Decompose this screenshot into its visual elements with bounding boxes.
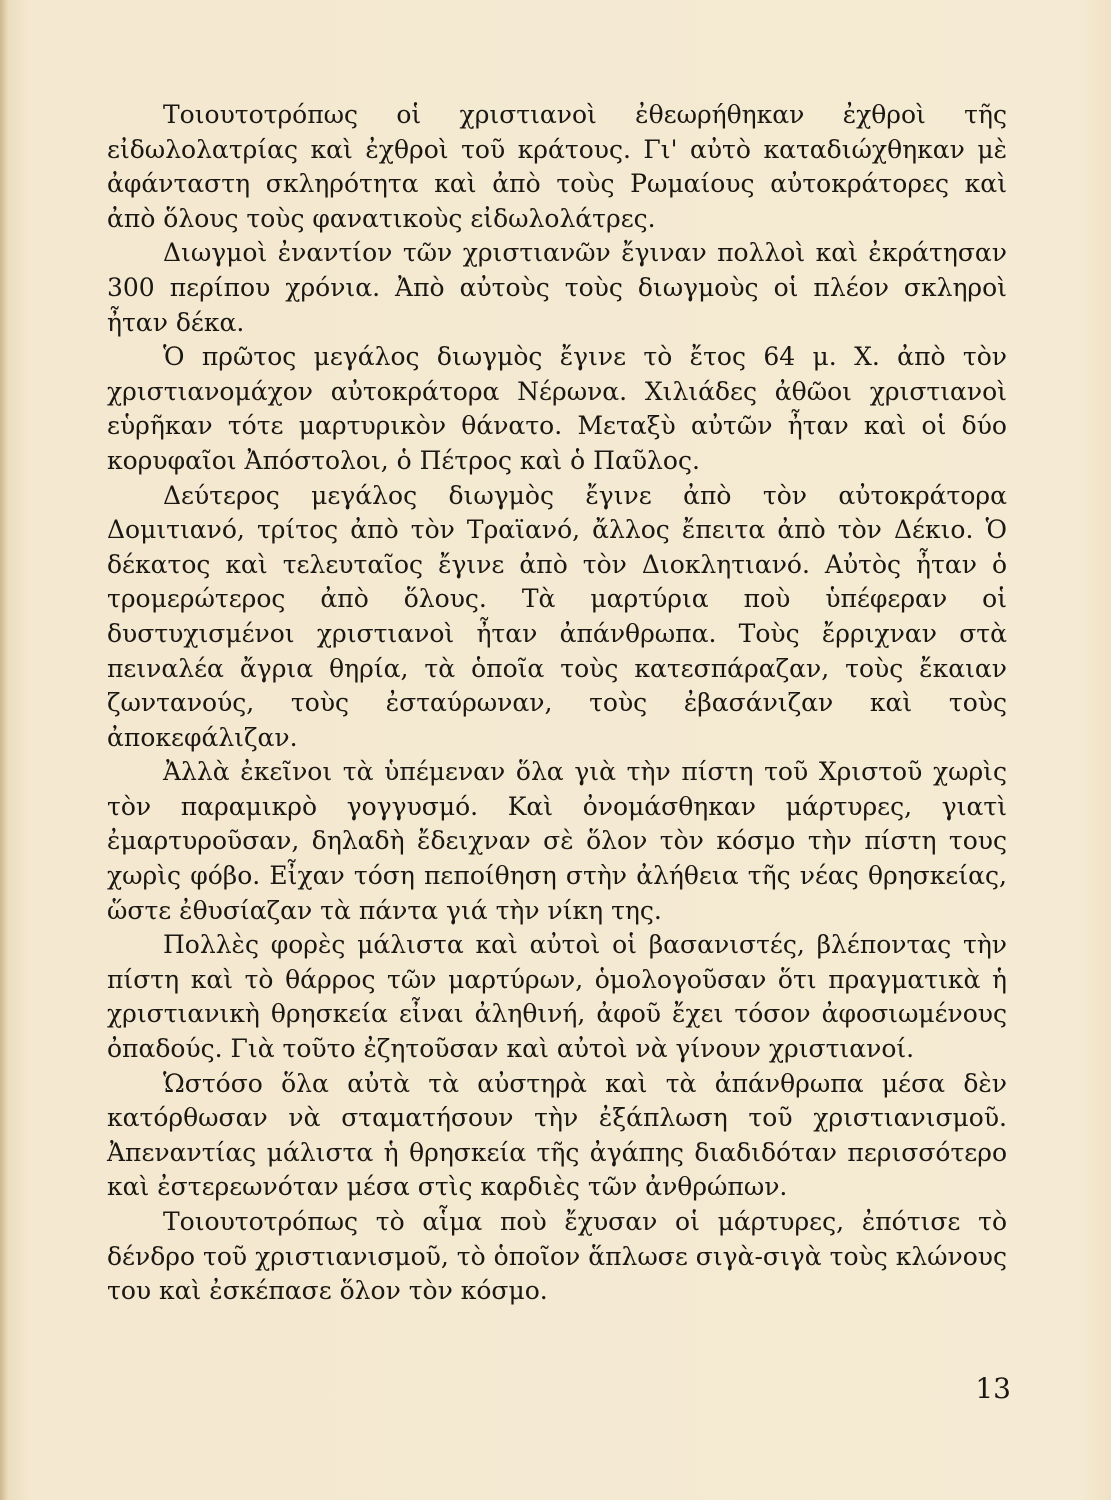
page-edge-shadow: [0, 0, 8, 1500]
paragraph: Διωγμοὶ ἐναντίον τῶν χριστιανῶν ἔγιναν πολλοὶ καὶ ἐκράτησαν 300 περίπου χρόνια. Ἀπὸ αὐτοὺς τοὺς διωγμοὺς οἱ πλέον σκληροὶ ἦταν δέκα.: [107, 238, 1007, 337]
paragraph: Ἀλλὰ ἐκεῖνοι τὰ ὑπέμεναν ὅλα γιὰ τὴν πίστη τοῦ Χριστοῦ χωρὶς τὸν παραμικρὸ γογγυσμό. Καὶ ὀνομάσθηκαν μάρτυρες, γιατὶ ἐμαρτυροῦσαν, δηλαδὴ ἔδειχναν σὲ ὅλον τὸν κόσμο τὴν πίστη τους χωρὶς φόβο. Εἶχαν τόση πεποίθηση στὴν ἀλήθεια τῆς νέας θρησκείας, ὥστε ἐθυσίαζαν τὰ πάντα γιά τὴν νίκη της.: [107, 757, 1007, 925]
paragraph: Τοιουτοτρόπως τὸ αἷμα ποὺ ἔχυσαν οἱ μάρτυρες, ἐπότισε τὸ δένδρο τοῦ χριστιανισμοῦ, τὸ ὁποῖον ἅπλωσε σιγὰ-σιγὰ τοὺς κλώνους του καὶ ἐσκέπασε ὅλον τὸν κόσμο.: [107, 1207, 1007, 1306]
page-number: 13: [975, 1372, 1011, 1405]
paragraph: Πολλὲς φορὲς μάλιστα καὶ αὐτοὶ οἱ βασανιστές, βλέποντας τὴν πίστη καὶ τὸ θάρρος τῶν μαρτύρων, ὁμολογοῦσαν ὅτι πραγματικὰ ἡ χριστιανικὴ θρησκεία εἶναι ἀληθινή, ἀφοῦ ἔχει τόσον ἀφοσιωμένους ὀπαδούς. Γιὰ τοῦτο ἐζητοῦσαν καὶ αὐτοὶ νὰ γίνουν χριστιανοί.: [107, 930, 1007, 1064]
paragraph: Δεύτερος μεγάλος διωγμὸς ἔγινε ἀπὸ τὸν αὐτοκράτορα Δομιτιανό, τρίτος ἀπὸ τὸν Τραϊανό, ἄλλος ἔπειτα ἀπὸ τὸν Δέκιο. Ὁ δέκατος καὶ τελευταῖος ἔγινε ἀπὸ τὸν Διοκλητιανό. Αὐτὸς ἦταν ὁ τρομερώτερος ἀπὸ ὅλους. Τὰ μαρτύρια ποὺ ὑπέφεραν οἱ δυστυχισμένοι χριστιανοὶ ἦταν ἀπάνθρωπα. Τοὺς ἔρριχναν στὰ πειναλέα ἄγρια θηρία, τὰ ὁποῖα τοὺς κατεσπάραζαν, τοὺς ἔκαιαν ζωντανούς, τοὺς ἐσταύρωναν, τοὺς ἐβασάνιζαν καὶ τοὺς ἀποκεφάλιζαν.: [107, 480, 1007, 752]
paragraph: Τοιουτοτρόπως οἱ χριστιανοὶ ἐθεωρήθηκαν ἐχθροὶ τῆς εἰδωλολατρίας καὶ ἐχθροὶ τοῦ κράτους. Γι' αὐτὸ καταδιώχθηκαν μὲ ἀφάνταστη σκληρότητα καὶ ἀπὸ τοὺς Ρωμαίους αὐτοκράτορες καὶ ἀπὸ ὅλους τοὺς φανατικοὺς εἰδωλολάτρες.: [107, 100, 1007, 233]
paragraph: Ὁ πρῶτος μεγάλος διωγμὸς ἔγινε τὸ ἔτος 64 μ. Χ. ἀπὸ τὸν χριστιανομάχον αὐτοκράτορα Νέρωνα. Χιλιάδες ἀθῶοι χριστιανοὶ εὑρῆκαν τότε μαρτυρικὸν θάνατο. Μεταξὺ αὐτῶν ἦταν καὶ οἱ δύο κορυφαῖοι Ἀπόστολοι, ὁ Πέτρος καὶ ὁ Παῦλος.: [107, 342, 1007, 475]
paragraph: Ὡστόσο ὅλα αὐτὰ τὰ αὐστηρὰ καὶ τὰ ἀπάνθρωπα μέσα δὲν κατόρθωσαν νὰ σταματήσουν τὴν ἐξάπλωση τοῦ χριστιανισμοῦ. Ἀπεναντίας μάλιστα ἡ θρησκεία τῆς ἀγάπης διαδιδόταν περισσότερο καὶ ἐστερεωνόταν μέσα στὶς καρδιὲς τῶν ἀνθρώπων.: [107, 1068, 1007, 1202]
body-text: [107, 98, 1007, 1309]
